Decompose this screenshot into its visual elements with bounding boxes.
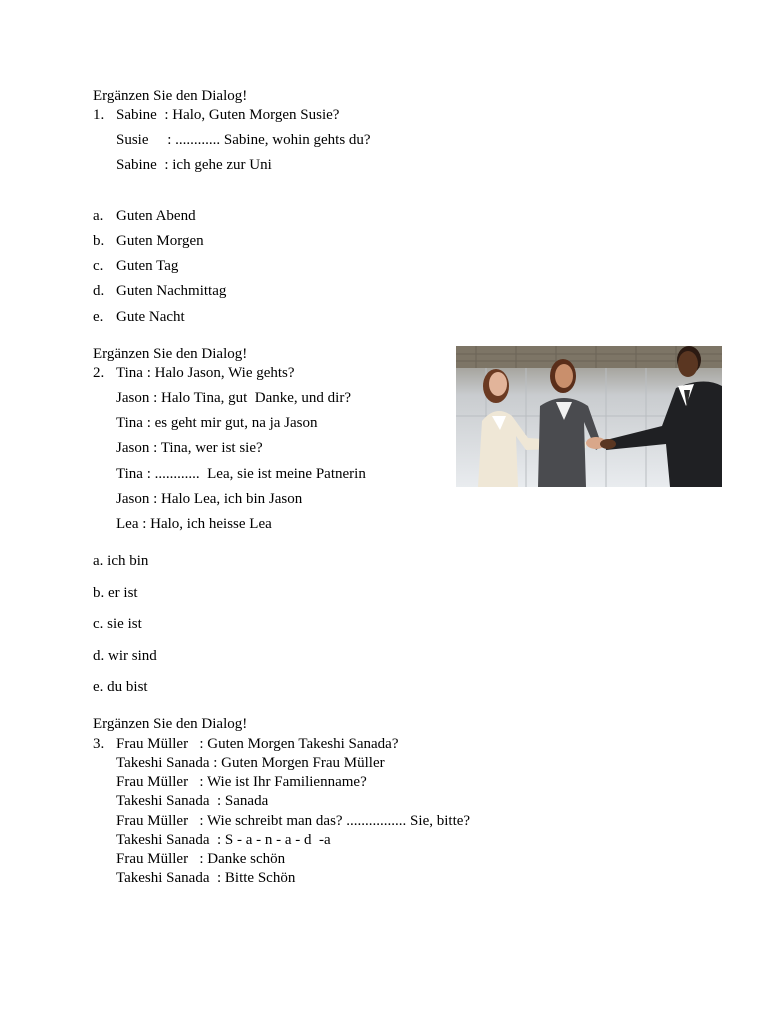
section2-option: a. ich bin [93, 553, 149, 569]
section2-option: b. er ist [93, 585, 138, 601]
section1-option-text: Guten Morgen [116, 233, 204, 249]
section3-dialog-line: Frau Müller : Danke schön [116, 851, 286, 867]
handshake-photo-icon [456, 346, 722, 487]
section3-dialog-line: Frau Müller : Guten Morgen Takeshi Sanada? [116, 736, 399, 752]
section3-dialog-line: Frau Müller : Wie schreibt man das? ................ Sie, bitte? [116, 813, 471, 829]
section1-option-text: Gute Nacht [116, 309, 185, 325]
section2-option: e. du bist [93, 679, 148, 695]
section1-heading: Ergänzen Sie den Dialog! [93, 88, 248, 104]
section3-dialog-line: Frau Müller : Wie ist Ihr Familienname? [116, 774, 367, 790]
section1-option-letter: d. [93, 283, 105, 299]
section2-dialog-line: Lea : Halo, ich heisse Lea [116, 516, 272, 532]
section3-dialog-line: Takeshi Sanada : Bitte Schön [116, 870, 296, 886]
section1-option-text: Guten Nachmittag [116, 283, 227, 299]
section2-number: 2. [93, 365, 105, 381]
section3-heading: Ergänzen Sie den Dialog! [93, 716, 248, 732]
section3-dialog-line: Takeshi Sanada : Guten Morgen Frau Müller [116, 755, 385, 771]
section2-dialog-line: Jason : Halo Lea, ich bin Jason [116, 491, 303, 507]
section1-option-letter: c. [93, 258, 104, 274]
section1-option-letter: a. [93, 208, 104, 224]
handshake-photo [456, 346, 722, 487]
section2-dialog-line: Jason : Halo Tina, gut Danke, und dir? [116, 390, 351, 406]
section2-dialog-line: Jason : Tina, wer ist sie? [116, 440, 263, 456]
section3-dialog-line: Takeshi Sanada : Sanada [116, 793, 269, 809]
section1-dialog-line: Sabine : Halo, Guten Morgen Susie? [116, 107, 340, 123]
section1-number: 1. [93, 107, 105, 123]
section1-dialog-line: Sabine : ich gehe zur Uni [116, 157, 272, 173]
section1-option-text: Guten Abend [116, 208, 196, 224]
section2-dialog-line: Tina : es geht mir gut, na ja Jason [116, 415, 318, 431]
section3-number: 3. [93, 736, 105, 752]
section2-dialog-line: Tina : Halo Jason, Wie gehts? [116, 365, 295, 381]
section2-option: c. sie ist [93, 616, 142, 632]
section1-dialog-line: Susie : ............ Sabine, wohin gehts du? [116, 132, 371, 148]
section2-option: d. wir sind [93, 648, 157, 664]
section2-dialog-line: Tina : ............ Lea, sie ist meine Patnerin [116, 466, 366, 482]
section1-option-text: Guten Tag [116, 258, 179, 274]
section2-heading: Ergänzen Sie den Dialog! [93, 346, 248, 362]
section1-option-letter: b. [93, 233, 105, 249]
section1-option-letter: e. [93, 309, 104, 325]
section3-dialog-line: Takeshi Sanada : S - a - n - a - d -a [116, 832, 331, 848]
